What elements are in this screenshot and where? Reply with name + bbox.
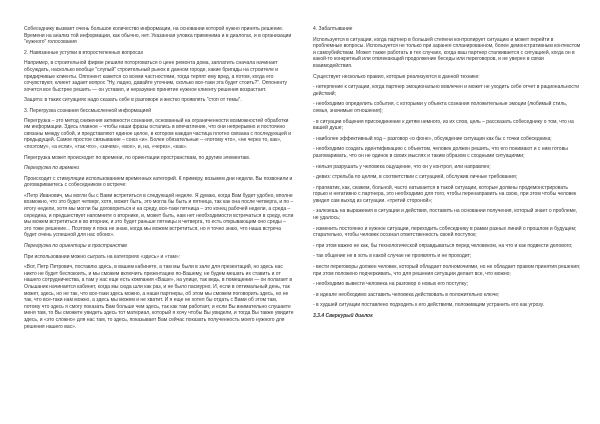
paragraph: При использовании можно сыграть на категориях «здесь» и «там»: [24, 253, 181, 260]
paragraph: Собеседнику вызвает очень большое количество информации, на основании которой нужно принять решение. Времени на анализ той информации, как обычно, нет. Указанная уловка применима и в диалогах, и в организации "нужного" голосования [24, 26, 292, 46]
paragraph: Перегрузка по ориентиры в пространстве [24, 243, 128, 250]
right-column [313, 26, 583, 324]
paragraph: - прагматик, как, скажем, больной, часто натыкается в такой ситуации, которые должны продемонстрировать горько и негативно с партнера, это необходимо для того, чтобы перенаправить на свою, при этом чтобы человек увидел сам выход из ситуации. «третий стороной»; [313, 184, 577, 204]
paragraph: - в худшей ситуации поставлено подходить к его действиям, положивщим устранить его как угрозу. [313, 302, 545, 309]
paragraph: - необходимо создать идентификацию с объектом, человек должен решить, что его понимают и с ним готовы разговаривать, что он не одинок в своих мыслях и таким образом с сходными ситуациями; [313, 146, 568, 159]
paragraph: Перегрузка может происходит по времени, по ориентации пространствам, по другим элементам. [24, 154, 251, 161]
paragraph: - девиз: стрельба по целям, в соответствии с ситуацией, обслужив личные требования; [313, 174, 518, 181]
paragraph: - нетерпение к ситуации, когда партнер эмоционально вовлечен и может не уходить себе отчет в рациональности действий; [313, 84, 579, 97]
paragraph: - залезешь на выражения в ситуации и действия, поставить на основании получения, который знает о проблеме, не удалось; [313, 208, 578, 222]
paragraph: - необходимо определить события, с которыми у объекта сознания положительные эмоции (любимый стиль, семья, значимые отношения); [313, 101, 568, 114]
paragraph: - в идеале необходимо заставить человека действовать в положительно ключе; [313, 291, 500, 298]
left-column [24, 26, 294, 334]
paragraph: - наиболее эффективный ход – разговор «о фоне», обсуждение ситуации как бы с точки собеседника; [313, 135, 552, 142]
paragraph: Перегрузка – это метод снижения активности сознания, основанный на ограниченности возможностей обработки им информации. Здесь главное – чтобы наши фразы остались в впечатление, что они непрерывно и постоянно связаны между собой, и представляют единое целое, в котором каждая частица плотно связана с последующей и предыдущей. Самое простое связывание – союз «и». Более обязательные – «потому что», «не через то, как», «поэтому», «а если», «так что», «зачем», «все», и, на, «через», «как». [24, 117, 291, 150]
paragraph: Используется в ситуации, когда партнер в большей степени контролирует ситуацию и может перейти в проблемные вопросы. Используется не только при заранее спланированном, более демонстративным контекстом и самоубийствам. Может также работать в тех случаях, когда ваш партнер сталкивается с ситуацией, когда он в какой-то конкретный или отвлекающий продолжение беседы или переговоров, и не уверен в связи взаимодействия. [313, 36, 581, 69]
paragraph: 4. Забалтывание [313, 26, 353, 32]
paragraph: Защита: в таких ситуациях надо сказать себе в разговоре и жестко проявлять "стоп от темы". [24, 97, 242, 104]
paragraph: - нельзя разрушать у человека ощущение, что он у контрол, или направлен; [313, 163, 491, 170]
paragraph: - необходимо вывести человека на разговор о новых его поступку; [313, 281, 468, 288]
paragraph: 3. Перегрузка сознания бессмысленной информацией [24, 107, 152, 114]
paragraph: - при этом важно не как, бы технологической оправдываться перед человеком, на что и как подвести делового; [313, 242, 573, 249]
paragraph: «Вот, Петр Петрович, поставлю здесь, в вашем кабинете, а там мы были в зале для презентаций, но здесь нас никто не будет беспокоить, и мы сможем включить презентацию по-Вашему, не будем мешать их ставить и от нашего сотрудничества, а там у нас еще есть компания «Ваше», на улице, так ведь, в помещении — он полагает в Ольшаник начинается кабинет, когда мы сюда шли как раз, и не было пасмурно. И, если в оптимальный день, так может, здесь, но не так, что все-таки здесь можно, а наши партнеры, об этом мы сможем поговорить здесь, но не так, что все-таки нам можно, а здесь мы можем и не хватит. И я еще не хотел бы отдать с Вами об этом там, потому что здесь я смогу показать Вам больше чем здесь, так как там работает, и если Вы внимательно слушаете меня там, то Вы сможете увидеть здесь тот материал, который я хочу чтобы Вы увидели, и тогда Вы также увидите здесь, и «это сложно» для нас там, то здесь, показывает Вам сейчас показать полученность моего нужного для решения нашего вас». [24, 264, 294, 330]
paragraph: Например, в строительной фирме решили поторговаться о цене ремонта дома, заплатить сначала начинает обсуждать, насколько вообще "слупый" строительный рынок в данном городе, какие бригады на строителе и придирчивые клиенты. Оппонент кажется со всеми частностями, тогда терпят ему вред, а потом, когда его сочувствуют, клиент задает вопрос "Ну, ладно, давайте уточним, сколько все-таки эта будет стоить?". Оппоненту хочется все быстрее решить — он уставил, и неразумно принятие нужное клиенту решения возрастает. [24, 60, 288, 93]
paragraph: - изменить постоянно и нужное ситуации, переходить собеседнику в рамки разных линий о прошлом и будущем; старательно, чтобы человек осознал ответственность своей поступок; [313, 225, 577, 239]
paragraph: Происходит с стимуляции использованием временных категорий. К примеру, возьмем дни недели. Вы позвонили и договариваетесь с собеседником о встрече: [24, 175, 293, 189]
paragraph: - в ситуации общения присоединение к детям немного, из их слов, цель – рассказать собеседнику о том, что на вашей душе; [313, 118, 574, 132]
paragraph: - вести переговоры должен человек, который обладает полномочиями, но не обладает правом принятия решения; при этом положено подчеркивать, что для решения ситуации делает все, что можно; [313, 264, 581, 277]
paragraph: 3.3.4 Сверкурый диалог [313, 313, 373, 319]
paragraph: 2. Навязанные уступки в второстепенных вопросах [24, 49, 144, 56]
paragraph: Существует несколько правил, которые реализуются в данной технике: [313, 73, 480, 80]
paragraph: «Петр Иванович, мы могли бы с Вами встретиться в следующей неделе. Я думаю, когда Вам будет удобно, вполне возможно, что это будет четверг, хотя, может быть, это могла бы быть и пятница, так как она после четверга, и по – итогу недели, хотя мы могли бы договориться и на среду, все-таки пятница – это конец рабочей недели, а среда – середина, и предшествует напомните о вторнике, и, может быть, нам нет необходимости встречаться в среду, если мы можем встретиться в во вторник, и это будет раньше пятницы и четверга, то есть открывающим оно среды – это тоже решение... Поэтому я пока не знаю, когда мы можем встретиться, но я точно знаю, что наша встреча будет очень успешной для нас обоих». [24, 192, 294, 239]
paragraph: Перегрузка по времени [24, 165, 80, 172]
paragraph: - так общение не в хоть в какой случае не проявлять и не проходит; [313, 253, 472, 260]
